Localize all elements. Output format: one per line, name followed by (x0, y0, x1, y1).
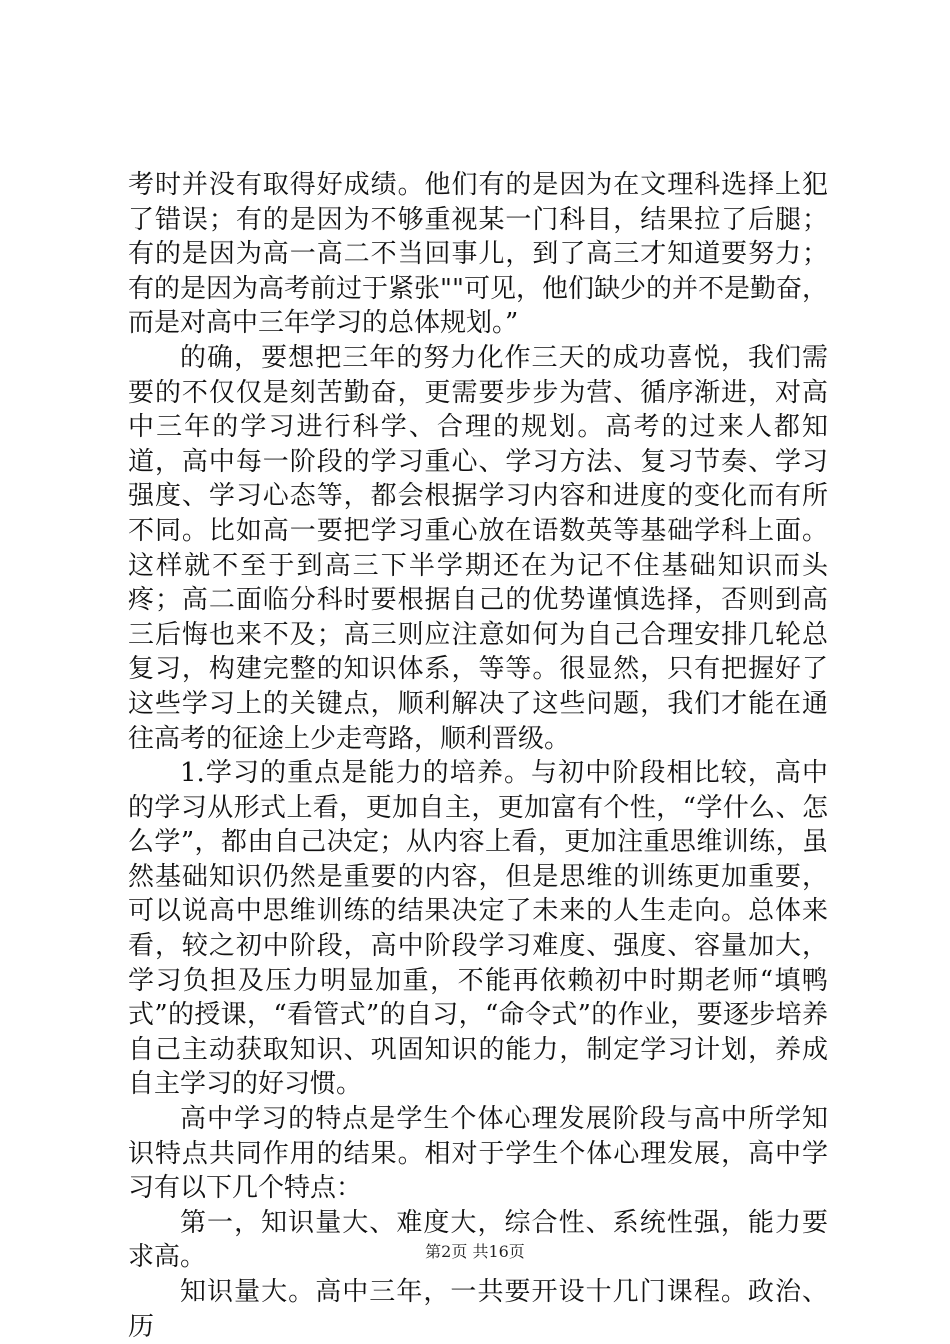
page-footer (0, 1242, 950, 1262)
paragraph: 的确，要想把三年的努力化作三天的成功喜悦，我们需要的不仅仅是刻苦勤奋，更需要步步为营、循序渐进，对高中三年的学习进行科学、合理的规划。高考的过来人都知道，高中每一阶段的学习重心、学习方法、复习节奏、学习强度、学习心态等，都会根据学习内容和进度的变化而有所不同。比如高一要把学习重心放在语数英等基础学科上面。这样就不至于到高三下半学期还在为记不住基础知识而头疼；高二面临分科时要根据自己的优势谨慎选择，否则到高三后悔也来不及；高三则应注意如何为自己合理安排几轮总复习，构建完整的知识体系，等等。很显然，只有把握好了这些学习上的关键点，顺利解决了这些问题，我们才能在通往高考的征途上少走弯路，顺利晋级。 (128, 342, 828, 754)
document-body (128, 168, 828, 1344)
paragraph: 高中学习的特点是学生个体心理发展阶段与高中所学知识特点共同作用的结果。相对于学生个体心理发展，高中学习有以下几个特点： (128, 1104, 828, 1204)
paragraph-continuation: 考时并没有取得好成绩。他们有的是因为在文理科选择上犯了错误；有的是因为不够重视某一门科目，结果拉了后腿；有的是因为高一高二不当回事儿，到了高三才知道要努力；有的是因为高考前过于紧张""可见，他们缺少的并不是勤奋，而是对高中三年学习的总体规划。” (128, 170, 828, 339)
paragraph: 知识量大。高中三年，一共要开设十几门课程。政治、历 (128, 1277, 828, 1342)
paragraph: 1.学习的重点是能力的培养。与初中阶段相比较，高中的学习从形式上看，更加自主，更加富有个性，“学什么、怎么学”，都由自己决定；从内容上看，更加注重思维训练，虽然基础知识仍然是重要的内容，但是思维的训练更加重要，可以说高中思维训练的结果决定了未来的人生走向。总体来看，较之初中阶段，高中阶段学习难度、强度、容量加大，学习负担及压力明显加重，不能再依赖初中时期老师“填鸭式”的授课，“看管式”的自习，“命令式”的作业，要逐步培养自己主动获取知识、巩固知识的能力，制定学习计划，养成自主学习的好习惯。 (128, 758, 828, 1100)
paragraph: 第一，知识量大、难度大，综合性、系统性强，能力要求高。 (128, 1207, 828, 1273)
page-number-label: 第2页 共16页 (425, 1242, 525, 1261)
